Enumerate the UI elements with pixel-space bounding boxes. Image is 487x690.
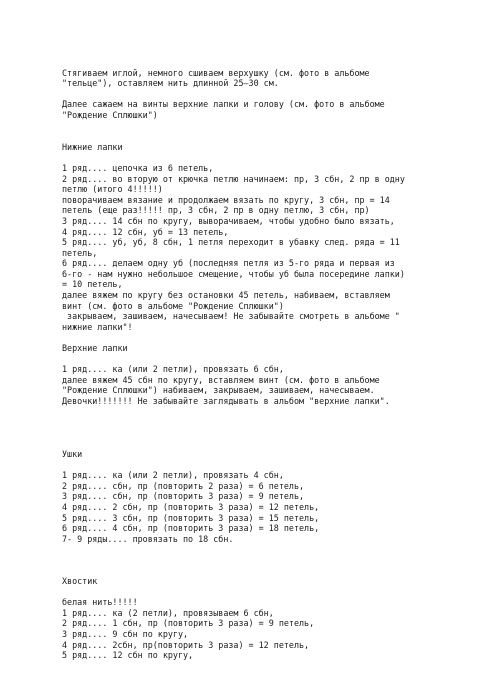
document-line: 3 ряд.... 9 сбн по кругу, (62, 629, 189, 640)
document-line (62, 438, 482, 449)
document-line: "Рождение Сплюшки") (62, 109, 158, 120)
document-line: петель (еще раз!!!!! пр, 3 сбн, 2 пр в одну петлю, 3 сбн, пр) (62, 205, 370, 216)
document-line: 2 ряд.... во вторую от крючка петлю начинаем: пр, 3 сбн, 2 пр в одну (62, 173, 405, 184)
document-line: "Рождение Сплюшки") набиваем, закрываем, зашиваем, начесываем. (62, 385, 375, 396)
document-line (62, 89, 482, 100)
document-line (62, 555, 482, 566)
document-line: 6 ряд.... делаем одну уб (последняя петля из 5-го ряда и первая из (62, 258, 395, 269)
document-line: 6 ряд.... 4 сбн, пр (повторить 3 раза) = 18 петель, (62, 523, 320, 534)
document-line: 5 ряд.... 12 сбн по кругу, (62, 650, 194, 661)
document-line: далее вяжем 45 сбн по кругу, вставляем винт (см. фото в альбоме (62, 374, 380, 385)
document-line (62, 587, 482, 598)
document-line: 5 ряд.... уб, уб, 8 сбн, 1 петля переходит в убавку след. ряда = 11 (62, 237, 400, 248)
document-line: петель, (62, 247, 98, 258)
document-line: Далее сажаем на винты верхние лапки и голову (см. фото в альбоме (62, 99, 385, 110)
document-line: 6-го - нам нужно небольшое смещение, чтобы уб была посередине лапки) (62, 268, 405, 279)
document-line (62, 428, 482, 439)
document-line (62, 460, 482, 471)
document-line: петлю (итого 4!!!!!) (62, 184, 163, 195)
document-line: Стягиваем иглой, немного сшиваем верхушку (см. фото в альбоме (62, 67, 370, 78)
document-line: 5 ряд.... 3 сбн, пр (повторить 3 раза) = 15 петель, (62, 512, 320, 523)
document-line: 3 ряд.... сбн, пр (повторить 3 раза) = 9 петель, (62, 491, 305, 502)
document-line: белая нить!!!!! (62, 597, 138, 608)
document-line: 4 ряд.... 2сбн, пр(повторить 3 раза) = 12 петель, (62, 639, 310, 650)
document-line (62, 121, 482, 132)
document-line: нижние лапки"! (62, 321, 133, 332)
document-line (62, 407, 482, 418)
document-line (62, 417, 482, 428)
document-line (62, 152, 482, 163)
document-line (62, 566, 482, 577)
document-line: поворачиваем вязание и продолжаем вязать по кругу, 3 сбн, пр = 14 (62, 194, 390, 205)
document-line: Верхние лапки (62, 343, 128, 354)
document-line: Хвостик (62, 576, 98, 587)
document-line: далее вяжем по кругу без остановки 45 петель, набиваем, вставляем (62, 290, 390, 301)
document-text (62, 57, 482, 661)
document-line: 3 ряд.... 14 сбн по кругу, выворачиваем, чтобы удобно было вязать, (62, 215, 395, 226)
document-line: винт (см. фото в альбоме "Рождение Сплюшки") (62, 300, 284, 311)
document-line: "тельце"), оставляем нить длинной 25–30 см. (62, 78, 279, 89)
document-line: 4 ряд.... 2 сбн, пр (повторить 3 раза) = 12 петель, (62, 501, 320, 512)
document-line: Ушки (62, 448, 83, 459)
document-line: 1 ряд.... ка (или 2 петли), провязать 4 сбн, (62, 470, 284, 481)
document-line: 1 ряд.... ка (или 2 петли), провязать 6 сбн, (62, 364, 284, 375)
document-line: 1 ряд.... цепочка из 6 петель, (62, 162, 214, 173)
document-line: 2 ряд.... 1 сбн, пр (повторить 3 раза) = 9 петель, (62, 618, 315, 629)
document-line: 1 ряд.... ка (2 петли), провязываем 6 сбн, (62, 607, 274, 618)
document-line: 2 ряд.... сбн, пр (повторить 2 раза) = 6 петель, (62, 480, 305, 491)
document-line: 4 ряд.... 12 сбн, уб = 13 петель, (62, 226, 229, 237)
document-line (62, 131, 482, 142)
document-line: закрываем, зашиваем, начесываем! Не забывайте смотреть в альбоме " (62, 311, 400, 322)
document-line: Девочки!!!!!!! Не забывайте заглядывать в альбом "верхние лапки". (62, 396, 390, 406)
document-line (62, 354, 482, 365)
document-line: Нижние лапки (62, 141, 123, 152)
document-line (62, 544, 482, 555)
document-line: 7- 9 ряды.... провязать по 18 сбн. (62, 533, 234, 544)
document-line (62, 332, 482, 343)
document-line: = 10 петель, (62, 279, 123, 290)
document-line (62, 57, 482, 68)
